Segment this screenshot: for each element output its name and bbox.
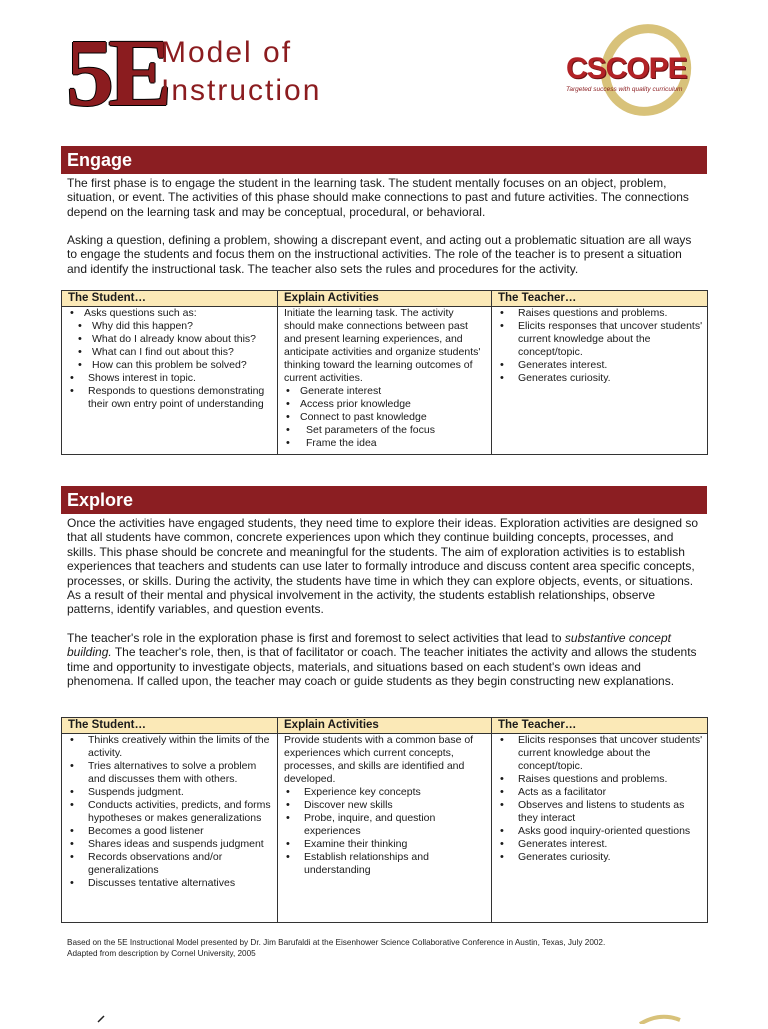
footer-adaptation: Adapted from description by Cornel University, 2005 [67,949,256,958]
decorative-marks-icon [0,1010,768,1024]
list-item: • Generates interest. [496,359,703,372]
list-item: • Becomes a good listener [66,825,273,838]
engage-table [61,290,708,455]
explore-table-header [62,718,708,734]
list-item: • Asks good inquiry-oriented questions [496,825,703,838]
list-item: • Responds to questions demonstrating their own entry point of understanding [66,385,273,411]
list-item: • Generates interest. [496,838,703,851]
list-item: • Records observations and/or generalizations [66,851,273,877]
list-item: • Elicits responses that uncover students' current knowledge about the concept/topic. [496,734,703,773]
title-line-2: Instruction [161,74,322,107]
list-item: • Generates curiosity. [496,372,703,385]
list-item: • Suspends judgment. [66,786,273,799]
explore-paragraph-2-start: The teacher's role in the exploration phase is first and foremost to select activities that lead to [67,631,565,645]
5e-logo: 5E [66,19,167,126]
title-line-1: Model of [161,36,293,69]
list-item: • What do I already know about this? [66,333,273,346]
explore-paragraph-2-end: The teacher's role, then, is that of facilitator or coach. The teacher initiates the activity and allows the students time and opportunity to investigate objects, materials, and situations based on each student's own ideas and phenomena. If called upon, the teacher may coach or guide students as they begin constructing new explanations. [67,645,697,689]
column-header-teacher: The Teacher… [492,291,708,307]
list-item: • How can this problem be solved? [66,359,273,372]
cscope-logo [560,22,710,118]
list-item: • Access prior knowledge [282,398,487,411]
list-item: • Raises questions and problems. [496,773,703,786]
list-item: • Thinks creatively within the limits of the activity. [66,734,273,760]
list-item: • Probe, inquire, and question experiences [282,812,487,838]
list-item: • Shares ideas and suspends judgment [66,838,273,851]
page-header [0,0,768,140]
explore-heading: Explore [61,486,707,514]
list-item: • Frame the idea [282,437,487,450]
list-item: • Establish relationships and understanding [282,851,487,877]
list-item: • Asks questions such as: [66,307,273,320]
activities-text: Provide students with a common base of experiences which current concepts, processes, and skills are identified and developed. [284,734,474,785]
column-header-student: The Student… [62,291,278,307]
explore-paragraph-1: Once the activities have engaged students, they need time to explore their ideas. Exploration activities are designed so that all students have common, concrete experiences upon which they continue building concepts, processes, and skills. This phase should be concrete and meaningful for the students. The aim of exploration activities is to establish experiences that teachers and students can use later to formally introduce and discuss content area specific concepts, processes, or skills. During the activity, the students have time in which they can explore objects, events, or situations. As a result of their mental and physical involvement in the activity, the students establish relationships, observe patterns, identify variables, and question events. [67,516,699,617]
explore-student-cell [62,734,278,923]
list-item: • Why did this happen? [66,320,273,333]
explore-activities-cell [278,734,492,923]
page-bottom-decoration [0,1010,768,1024]
list-item: • Raises questions and problems. [496,307,703,320]
explore-paragraph-2-emphasis: substantive concept building. [67,631,671,660]
page-footer [67,937,605,959]
list-item: • Examine their thinking [282,838,487,851]
column-header-student: The Student… [62,718,278,734]
list-item: • Generates curiosity. [496,851,703,864]
list-item: • Conducts activities, predicts, and forms hypotheses or makes generalizations [66,799,273,825]
list-item: • What can I find out about this? [66,346,273,359]
page-title [161,34,321,110]
engage-teacher-cell [492,307,708,455]
list-item: • Connect to past knowledge [282,411,487,424]
engage-student-cell [62,307,278,455]
engage-paragraph-2: Asking a question, defining a problem, showing a discrepant event, and acting out a problematic situation are all ways to engage the students and focus them on the instructional activities. The role of the teacher is to present a situation and identify the instructional task. The teacher also sets the rules and procedures for the activity. [67,233,692,276]
list-item: • Experience key concepts [282,786,487,799]
engage-paragraph-1: The first phase is to engage the student in the learning task. The student mentally focuses on an object, problem, situation, or event. The activities of this phase should make connections to past and future activities. The connections depend on the learning task and may be conceptual, procedural, or behavioral. [67,176,689,219]
explore-table [61,717,708,923]
engage-table-row [62,307,708,455]
list-item: • Shows interest in topic. [66,372,273,385]
engage-activities-cell [278,307,492,455]
list-item: • Set parameters of the focus [282,424,487,437]
column-header-teacher: The Teacher… [492,718,708,734]
activities-text: Initiate the learning task. The activity should make connections between past and present learning experiences, and anticipate activities and organize students' thinking toward the learning outcomes of current activities. [284,307,481,384]
explore-teacher-cell [492,734,708,923]
engage-heading: Engage [61,146,707,174]
list-item: • Acts as a facilitator [496,786,703,799]
cscope-wordmark: CSCOPE [566,52,687,85]
list-item: • Tries alternatives to solve a problem and discusses them with others. [66,760,273,786]
list-item: • Observes and listens to students as they interact [496,799,703,825]
footer-citation: Based on the 5E Instructional Model presented by Dr. Jim Barufaldi at the Eisenhower Science Collaborative Conference in Austin, Texas, July 2002. [67,938,606,947]
explore-paragraph-2 [67,631,701,689]
explore-table-row [62,734,708,923]
list-item: • Generate interest [282,385,487,398]
column-header-activities: Explain Activities [278,718,492,734]
list-item: • Discusses tentative alternatives [66,877,273,890]
engage-table-header [62,291,708,307]
list-item: • Elicits responses that uncover students' current knowledge about the concept/topic. [496,320,703,359]
cscope-tagline: Targeted success with quality curriculum [566,86,683,93]
column-header-activities: Explain Activities [278,291,492,307]
list-item: • Discover new skills [282,799,487,812]
